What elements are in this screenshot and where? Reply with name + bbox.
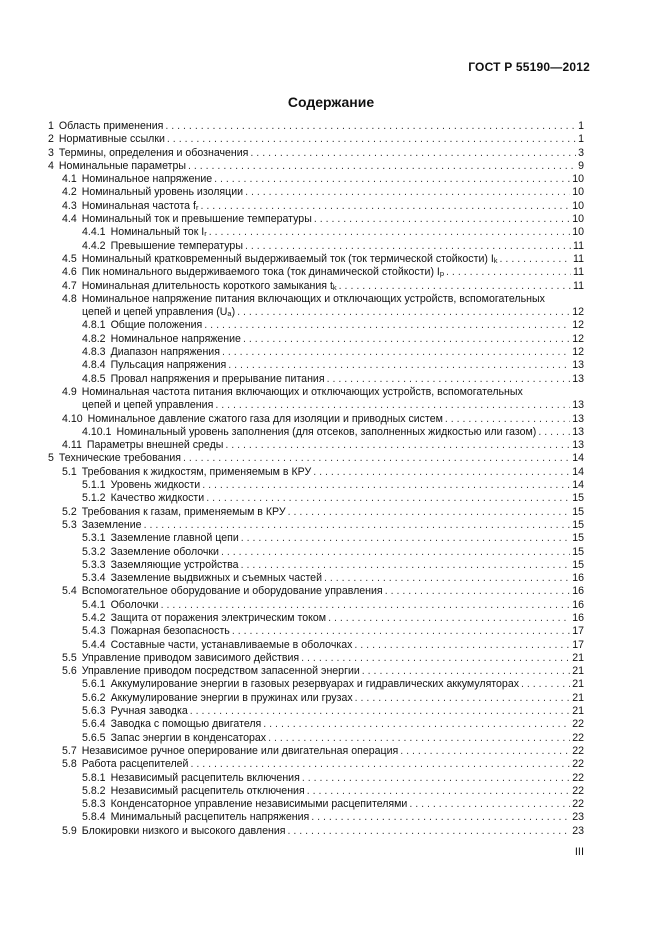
toc-entry[interactable] — [48, 426, 584, 439]
toc-entry[interactable] — [48, 692, 584, 705]
toc-entry-number: 5.8.2 — [82, 784, 106, 797]
toc-entry[interactable] — [48, 346, 584, 359]
toc-entry-title: Номинальная длительность короткого замыкания tk — [81, 279, 337, 292]
toc-entry-page: 13 — [572, 359, 584, 372]
toc-entry-title: Номинальное напряжение — [110, 332, 241, 345]
toc-dot-leader — [190, 758, 570, 771]
toc-entry-title: Провал напряжения и прерывание питания — [110, 372, 325, 385]
toc-entry-number: 5.4.3 — [82, 625, 106, 638]
toc-entry-title: Требования к жидкостям, применяемым в КРУ — [81, 465, 312, 478]
toc-entry-number: 5.6.1 — [82, 678, 106, 691]
toc-entry-title: Конденсаторное управление независимыми расцепителями — [110, 798, 408, 811]
toc-entry-number: 5.6.3 — [82, 705, 106, 718]
toc-dot-leader — [241, 559, 571, 572]
toc-dot-leader — [301, 652, 570, 665]
toc-entry-number: 5.6.5 — [82, 731, 106, 744]
toc-entry-title: Требования к газам, применяемым в КРУ — [81, 505, 286, 518]
toc-dot-leader — [354, 639, 570, 652]
toc-entry-page: 13 — [572, 372, 584, 385]
toc-entry-number: 4.8 — [62, 292, 77, 305]
toc-entry-title: Номинальный ток и превышение температуры — [81, 213, 312, 226]
toc-dot-leader — [206, 492, 570, 505]
toc-entry[interactable] — [48, 798, 584, 811]
toc-dot-leader — [311, 811, 570, 824]
toc-entry-title: Пульсация напряжения — [110, 359, 227, 372]
toc-entry[interactable] — [48, 333, 584, 346]
toc-entry[interactable] — [48, 718, 584, 731]
toc-dot-leader — [228, 359, 570, 372]
toc-entry-title: Область применения — [58, 120, 164, 132]
toc-entry-number: 4.10 — [62, 412, 83, 425]
toc-entry-title: Номинальный уровень изоляции — [81, 186, 244, 199]
toc-entry[interactable] — [48, 200, 584, 213]
toc-entry-title: цепей и цепей управления (Ua) — [82, 306, 236, 319]
toc-entry-title: Аккумулирование энергии в пружинах или грузах — [110, 691, 353, 704]
toc-entry[interactable] — [48, 373, 584, 386]
toc-entry[interactable] — [48, 173, 584, 186]
toc-entry[interactable] — [48, 572, 584, 585]
toc-entry-number: 5.3.2 — [82, 545, 106, 558]
toc-entry-page: 9 — [578, 159, 584, 172]
toc-entry[interactable] — [48, 665, 584, 678]
toc-entry-page: 10 — [572, 199, 584, 212]
toc-entry-page: 21 — [572, 691, 584, 704]
toc-entry[interactable] — [48, 705, 584, 718]
toc-entry-title: Номинальная частота питания включающих и отключающих устройств, вспомогательных — [81, 385, 523, 398]
toc-entry-title: Вспомогательное оборудование и оборудование управления — [81, 585, 383, 598]
toc-entry-title: Номинальные параметры — [58, 159, 186, 172]
toc-entry[interactable] — [48, 319, 584, 332]
toc-entry-number: 4.11 — [62, 439, 82, 452]
toc-entry-number: 5.8.1 — [82, 771, 106, 784]
toc-entry-number: 5.9 — [62, 824, 77, 837]
toc-entry-page: 11 — [573, 279, 584, 292]
toc-entry-title: Номинальный кратковременный выдерживаемый ток (ток термической стойкости) Ik — [81, 252, 498, 265]
toc-entry-number: 5.3.4 — [82, 572, 106, 585]
toc-entry-page: 13 — [572, 399, 584, 412]
page-number: III — [574, 846, 584, 858]
toc-entry-page: 13 — [572, 425, 584, 438]
toc-entry-title: Номинальное напряжение — [81, 173, 213, 186]
toc-entry-page: 11 — [573, 239, 584, 252]
toc-dot-leader — [204, 319, 570, 332]
toc-entry-title: Аккумулирование энергии в газовых резервуарах и гидравлических аккумуляторах — [110, 678, 520, 691]
toc-entry-page: 22 — [572, 798, 584, 811]
toc-entry[interactable] — [48, 439, 584, 452]
toc-entry-page: 10 — [572, 186, 584, 199]
toc-entry-number: 5.8 — [62, 758, 77, 771]
toc-entry-number: 2 — [48, 133, 54, 146]
toc-dot-leader — [314, 213, 570, 226]
toc-entry-title: Технические требования — [58, 452, 181, 465]
toc-dot-leader — [167, 133, 576, 146]
toc-entry[interactable] — [48, 240, 584, 253]
toc-entry-subscript: a — [227, 309, 232, 319]
toc-entry-number: 5.3.1 — [82, 532, 106, 545]
toc-dot-leader — [521, 678, 570, 691]
toc-dot-leader — [183, 452, 570, 465]
toc-entry-number: 5.7 — [62, 744, 77, 757]
toc-entry[interactable] — [48, 599, 584, 612]
toc-entry-page: 22 — [572, 744, 584, 757]
toc-entry[interactable] — [48, 479, 584, 492]
toc-dot-leader — [362, 665, 570, 678]
toc-entry-title: Независимое ручное оперирование или двигательная операция — [81, 744, 399, 757]
toc-entry-number: 4.4 — [62, 213, 77, 226]
toc-entry[interactable] — [48, 253, 584, 266]
toc-entry-number: 4.8.2 — [82, 332, 106, 345]
toc-dot-leader — [313, 466, 570, 479]
toc-entry[interactable] — [48, 772, 584, 785]
toc-dot-leader — [202, 479, 570, 492]
toc-entry[interactable] — [48, 612, 584, 625]
toc-entry-page: 15 — [572, 492, 584, 505]
toc-dot-leader — [214, 173, 570, 186]
toc-entry-number: 4.5 — [62, 252, 77, 265]
toc-entry-page: 11 — [573, 252, 584, 265]
toc-dot-leader — [288, 506, 571, 519]
toc-dot-leader — [144, 519, 571, 532]
toc-entry[interactable] — [48, 147, 584, 160]
toc-entry[interactable] — [48, 413, 584, 426]
toc-entry-title: Уровень жидкости — [110, 479, 201, 492]
toc-dot-leader — [385, 585, 571, 598]
toc-dot-leader — [232, 625, 570, 638]
toc-dot-leader — [225, 439, 570, 452]
toc-entry-number: 4.7 — [62, 279, 77, 292]
toc-entry-page: 10 — [572, 226, 584, 239]
toc-dot-leader — [245, 240, 571, 253]
toc-entry[interactable] — [48, 492, 584, 505]
toc-entry-page: 11 — [573, 266, 584, 279]
toc-entry-page: 17 — [572, 625, 584, 638]
toc-entry-title: Управление приводом посредством запасенной энергии — [81, 665, 360, 678]
toc-entry-page: 12 — [572, 346, 584, 359]
toc-entry-number: 4.8.4 — [82, 359, 106, 372]
toc-entry-page: 22 — [572, 771, 584, 784]
toc-dot-leader — [209, 226, 570, 239]
toc-dot-leader — [445, 413, 570, 426]
toc-entry-page: 23 — [572, 824, 584, 837]
toc-dot-leader — [400, 745, 570, 758]
toc-entry-page: 1 — [578, 120, 584, 132]
toc-entry-page: 1 — [578, 133, 584, 146]
toc-dot-leader — [200, 200, 570, 213]
toc-entry-page: 13 — [572, 439, 584, 452]
toc-dot-leader — [302, 772, 570, 785]
toc-entry-number: 5.3.3 — [82, 558, 106, 571]
toc-entry[interactable] — [48, 466, 584, 479]
toc-entry-title: Блокировки низкого и высокого давления — [81, 824, 286, 837]
toc-entry-page: 12 — [572, 332, 584, 345]
toc-entry-title: Термины, определения и обозначения — [58, 146, 249, 159]
toc-entry-page: 14 — [572, 465, 584, 478]
toc-entry-page: 15 — [572, 532, 584, 545]
page-title: Содержание — [287, 94, 375, 110]
toc-entry[interactable] — [48, 639, 584, 652]
toc-entry-title: Превышение температуры — [110, 239, 243, 252]
toc-entry-number: 5.2 — [62, 505, 77, 518]
toc-entry-number: 5.6 — [62, 665, 77, 678]
toc-entry[interactable] — [48, 559, 584, 572]
toc-entry-title: Номинальный ток Ir — [110, 226, 207, 239]
toc-entry-title: Заводка с помощью двигателя — [110, 718, 262, 731]
toc-entry-subscript: k — [493, 255, 498, 265]
toc-entry[interactable] — [48, 120, 584, 133]
toc-entry-title: Номинальный уровень заполнения (для отсеков, заполненных жидкостью или газом) — [116, 425, 537, 438]
toc-entry-page: 12 — [572, 306, 584, 319]
toc-entry[interactable] — [48, 745, 584, 758]
toc-entry-page: 21 — [572, 678, 584, 691]
toc-entry-page: 22 — [572, 784, 584, 797]
toc-entry[interactable] — [48, 652, 584, 665]
toc-dot-leader — [355, 692, 571, 705]
toc-entry-title: Минимальный расцепитель напряжения — [110, 811, 310, 824]
toc-entry-title: Общие положения — [110, 319, 203, 332]
toc-entry-number: 5 — [48, 452, 54, 465]
toc-entry[interactable] — [48, 359, 584, 372]
toc-entry[interactable] — [48, 785, 584, 798]
toc-entry-page: 16 — [572, 585, 584, 598]
toc-dot-leader — [245, 186, 570, 199]
toc-entry-title: Оболочки — [110, 598, 159, 611]
toc-entry-number: 5.1.2 — [82, 492, 106, 505]
toc-entry[interactable] — [48, 758, 584, 771]
toc-entry-number: 4.6 — [62, 266, 77, 279]
toc-dot-leader — [221, 546, 570, 559]
toc-dot-leader — [241, 532, 570, 545]
toc-dot-leader — [188, 160, 576, 173]
toc-entry-title: Защита от поражения электрическим током — [110, 611, 327, 624]
toc-entry[interactable] — [48, 399, 584, 412]
toc-dot-leader — [250, 147, 576, 160]
toc-entry-page: 12 — [572, 319, 584, 332]
toc-entry-number: 4.3 — [62, 199, 77, 212]
toc-entry-subscript: k — [332, 282, 337, 292]
table-of-contents — [48, 120, 584, 838]
toc-entry-page: 13 — [572, 412, 584, 425]
toc-entry-number: 4.10.1 — [82, 425, 112, 438]
toc-entry-number: 5.4 — [62, 585, 77, 598]
toc-entry-title: Пожарная безопасность — [110, 625, 230, 638]
toc-entry-title: Номинальная частота fr — [81, 199, 199, 212]
document-id: ГОСТ Р 55190—2012 — [468, 60, 590, 74]
toc-entry-page: 22 — [572, 758, 584, 771]
toc-entry[interactable] — [48, 546, 584, 559]
toc-entry-page: 16 — [572, 611, 584, 624]
toc-dot-leader — [237, 306, 570, 319]
toc-entry-page: 3 — [578, 146, 584, 159]
toc-entry-number: 5.4.4 — [82, 638, 106, 651]
toc-entry-page: 21 — [572, 665, 584, 678]
toc-dot-leader — [324, 572, 570, 585]
toc-dot-leader — [446, 266, 571, 279]
toc-entry[interactable] — [48, 825, 584, 838]
toc-entry-number: 5.1.1 — [82, 479, 106, 492]
toc-entry[interactable] — [48, 519, 584, 532]
toc-entry-page: 15 — [572, 518, 584, 531]
toc-entry-number: 5.5 — [62, 651, 77, 664]
toc-entry[interactable] — [48, 678, 584, 691]
toc-entry[interactable] — [48, 532, 584, 545]
toc-entry-number: 5.4.2 — [82, 611, 106, 624]
toc-entry-title: Заземление — [81, 518, 142, 531]
toc-entry-number: 5.4.1 — [82, 598, 106, 611]
toc-entry-page: 14 — [572, 452, 584, 465]
toc-entry[interactable] — [48, 585, 584, 598]
toc-entry-number: 1 — [48, 120, 54, 132]
toc-entry-page: 15 — [572, 545, 584, 558]
toc-entry[interactable] — [48, 732, 584, 745]
toc-entry-number: 5.1 — [62, 465, 77, 478]
toc-entry-title: Заземление оболочки — [110, 545, 219, 558]
toc-dot-leader — [161, 599, 571, 612]
toc-dot-leader — [307, 785, 570, 798]
toc-entry-number: 4.4.1 — [82, 226, 106, 239]
toc-dot-leader — [190, 705, 570, 718]
toc-entry-number: 4.8.3 — [82, 346, 106, 359]
toc-entry[interactable] — [48, 306, 584, 319]
toc-dot-leader — [500, 253, 571, 266]
toc-entry-page: 15 — [572, 505, 584, 518]
toc-entry-title: Управление приводом зависимого действия — [81, 651, 300, 664]
toc-entry-title: Независимый расцепитель включения — [110, 771, 300, 784]
toc-entry-page: 17 — [572, 638, 584, 651]
toc-entry-subscript: p — [439, 269, 445, 279]
toc-dot-leader — [339, 280, 571, 293]
toc-entry-title: Параметры внешней среды — [86, 439, 224, 452]
toc-entry[interactable] — [48, 226, 584, 239]
toc-entry[interactable] — [48, 280, 584, 293]
toc-entry[interactable] — [48, 133, 584, 146]
toc-entry-number: 3 — [48, 146, 54, 159]
toc-entry-title: Работа расцепителей — [81, 758, 189, 771]
toc-entry-title: Заземление главной цепи — [110, 532, 239, 545]
toc-entry-number: 5.8.4 — [82, 811, 106, 824]
toc-dot-leader — [263, 718, 570, 731]
toc-entry-title: Номинальное напряжение питания включающих и отключающих устройств, вспомогательных — [81, 292, 545, 305]
toc-entry-subscript: r — [195, 202, 199, 212]
toc-dot-leader — [222, 346, 570, 359]
toc-entry-title: Заземляющие устройства — [110, 558, 239, 571]
toc-dot-leader — [268, 732, 570, 745]
toc-entry-title: Номинальное давление сжатого газа для изоляции и приводных систем — [87, 412, 443, 425]
toc-entry-subscript: r — [204, 229, 207, 239]
toc-entry[interactable] — [48, 293, 584, 306]
toc-entry-number: 5.8.3 — [82, 798, 106, 811]
toc-entry-number: 4.8.5 — [82, 372, 106, 385]
toc-entry-title: Нормативные ссылки — [58, 133, 165, 146]
toc-entry-page: 16 — [572, 598, 584, 611]
toc-dot-leader — [327, 373, 571, 386]
toc-entry[interactable] — [48, 386, 584, 399]
toc-entry-page: 22 — [572, 731, 584, 744]
toc-entry-number: 4.2 — [62, 186, 77, 199]
toc-entry-page: 21 — [572, 651, 584, 664]
toc-dot-leader — [288, 825, 571, 838]
toc-entry[interactable] — [48, 811, 584, 824]
toc-entry-title: Заземление выдвижных и съемных частей — [110, 572, 322, 585]
toc-entry-page: 22 — [572, 718, 584, 731]
toc-entry-title: Составные части, устанавливаемые в оболочках — [110, 638, 353, 651]
toc-entry-title: Пик номинального выдерживаемого тока (ток динамической стойкости) Ip — [81, 266, 445, 279]
toc-dot-leader — [215, 399, 570, 412]
toc-entry-title: Независимый расцепитель отключения — [110, 784, 305, 797]
toc-entry-page: 15 — [572, 558, 584, 571]
toc-entry-number: 4 — [48, 159, 54, 172]
toc-entry-page: 23 — [572, 811, 584, 824]
toc-entry[interactable] — [48, 625, 584, 638]
toc-entry-page: 14 — [572, 479, 584, 492]
toc-entry-title: Запас энергии в конденсаторах — [110, 731, 267, 744]
toc-entry[interactable] — [48, 186, 584, 199]
toc-entry-page: 10 — [572, 173, 584, 186]
toc-entry-number: 4.4.2 — [82, 239, 106, 252]
toc-entry-number: 4.8.1 — [82, 319, 106, 332]
toc-dot-leader — [243, 333, 570, 346]
toc-entry-number: 5.6.4 — [82, 718, 106, 731]
toc-entry-number: 4.9 — [62, 385, 77, 398]
toc-entry-number: 5.6.2 — [82, 691, 106, 704]
toc-entry-number: 4.1 — [62, 173, 77, 186]
toc-entry[interactable] — [48, 506, 584, 519]
toc-entry[interactable] — [48, 266, 584, 279]
toc-entry-page: 16 — [572, 572, 584, 585]
toc-entry-page: 10 — [572, 213, 584, 226]
toc-entry-title: Ручная заводка — [110, 705, 188, 718]
toc-entry-page: 21 — [572, 705, 584, 718]
toc-entry[interactable] — [48, 213, 584, 226]
toc-entry[interactable] — [48, 452, 584, 465]
toc-entry-number: 5.3 — [62, 518, 77, 531]
toc-entry-title: Диапазон напряжения — [110, 346, 220, 359]
toc-entry-title: цепей и цепей управления — [82, 399, 214, 412]
toc-entry-title: Качество жидкости — [110, 492, 205, 505]
toc-dot-leader — [538, 426, 570, 439]
toc-entry[interactable] — [48, 160, 584, 173]
toc-dot-leader — [328, 612, 570, 625]
toc-dot-leader — [165, 120, 576, 133]
toc-dot-leader — [409, 798, 570, 811]
